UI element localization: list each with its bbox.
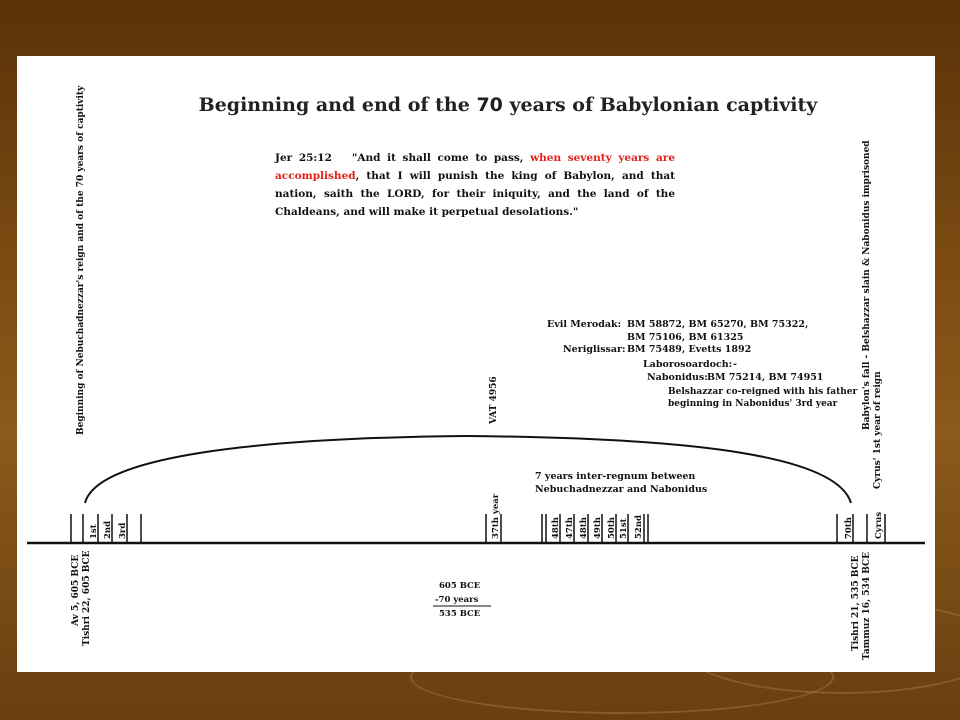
evil-merodak-records-1: BM 58872, BM 65270, BM 75322,	[627, 319, 809, 330]
year-label-52nd: 52nd	[634, 515, 644, 539]
year-label-2nd: 2nd	[103, 520, 113, 539]
scripture-quote: Jer 25:12 "And it shall come to pass, when seventy years are accomplished, that I will punish the king of Babylon, and that nation, saith the LORD, for their iniquity, and the land of the Chaldeans, and will make it perpetual desolations."	[275, 152, 675, 218]
cyrus-first-year-label: Cyrus' 1st year of reign	[873, 371, 883, 489]
year-label-50th: 50th	[607, 517, 617, 539]
start-date-tishri22: Tishri 22, 605 BCE	[82, 550, 92, 646]
neriglissar-label: Neriglissar:	[563, 344, 626, 355]
year-label-49th: 49th	[593, 517, 603, 539]
end-date-tammuz16: Tammuz 16, 534 BCE	[862, 551, 872, 660]
start-date-av5: Av 5, 605 BCE	[71, 554, 81, 626]
calc-line-2: -70 years	[435, 595, 479, 605]
year-label-37th: 37th year	[491, 493, 501, 539]
evil-merodak-label: Evil Merodak:	[547, 319, 622, 330]
laborosoardoch-label: Laborosoardoch:	[643, 359, 733, 370]
interregnum-note-2: Nebuchadnezzar and Nabonidus	[535, 484, 708, 495]
neriglissar-records: BM 75489, Evetts 1892	[627, 344, 752, 355]
year-label-1st: 1st	[89, 524, 99, 539]
interregnum-note-1: 7 years inter-regnum between	[535, 471, 696, 482]
evil-merodak-records-2: BM 75106, BM 61325	[627, 332, 744, 343]
belshazzar-note-2: beginning in Nabonidus' 3rd year	[668, 399, 838, 409]
page-title: Beginning and end of the 70 years of Babylonian captivity	[198, 94, 818, 116]
year-label-48th: 48th	[579, 517, 589, 539]
quote-reference: Jer 25:12	[275, 152, 332, 164]
laborosoardoch-records: -	[733, 359, 737, 370]
year-label-48th-a: 48th	[551, 517, 561, 539]
slide	[17, 56, 935, 672]
calc-line-3: 535 BCE	[439, 609, 481, 619]
year-label-51st: 51st	[619, 518, 629, 539]
timeline-diagram	[17, 56, 935, 672]
calc-line-1: 605 BCE	[439, 581, 481, 591]
start-of-captivity-label: Beginning of Nebuchadnezzar's reign and of the 70 years of captivity	[76, 85, 86, 435]
quote-highlight: when seventy years are accomplished	[275, 152, 675, 182]
captivity-arc	[85, 436, 851, 503]
vat-4956-label: VAT 4956	[489, 376, 499, 424]
nabonidus-label: Nabonidus:	[647, 372, 708, 383]
end-date-tishri21: Tishri 21, 535 BCE	[851, 555, 861, 651]
year-label-cyrus: Cyrus	[874, 511, 884, 539]
year-label-70th: 70th	[844, 517, 854, 539]
year-label-3rd: 3rd	[118, 522, 128, 539]
year-label-47th: 47th	[565, 517, 575, 539]
babylon-fall-label: Babylon's fall - Belshazzar slain & Nabonidus imprisoned	[862, 140, 872, 430]
belshazzar-note-1: Belshazzar co-reigned with his father	[668, 387, 858, 397]
nabonidus-records: BM 75214, BM 74951	[707, 372, 824, 383]
